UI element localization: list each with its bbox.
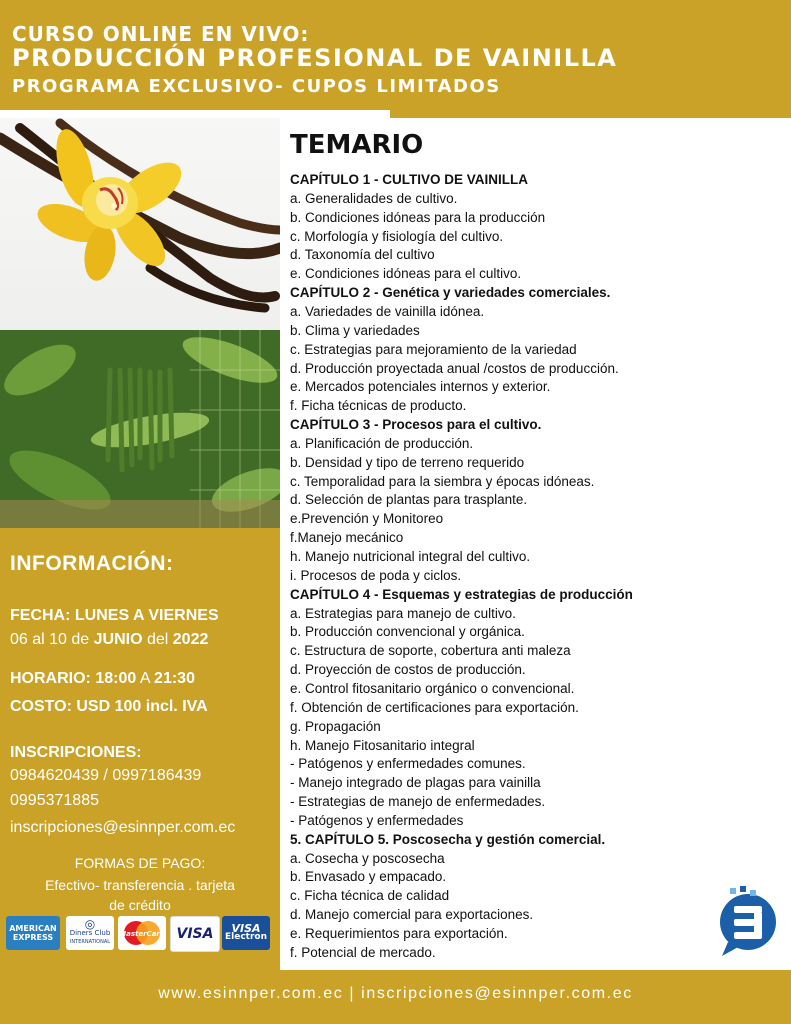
amex-label-1: AMERICAN <box>9 924 57 933</box>
mastercard-logo <box>119 918 165 948</box>
temario-item: - Patógenos y enfermedades comunes. <box>290 756 526 772</box>
visa-label: VISA <box>176 925 214 942</box>
amex-label-2: EXPRESS <box>12 933 54 942</box>
temario-item: d. Manejo comercial para exportaciones. <box>290 907 534 923</box>
temario-item: b. Producción convencional y orgánica. <box>290 624 525 640</box>
temario-item: a. Estrategias para manejo de cultivo. <box>290 605 516 621</box>
mastercard-card-icon <box>118 916 166 950</box>
header-course-title: PRODUCCIÓN PROFESIONAL DE VAINILLA <box>12 44 618 72</box>
temario-item: c. Temporalidad para la siembra y épocas idóneas. <box>290 473 595 489</box>
fecha-label: FECHA: LUNES A VIERNES <box>10 607 219 624</box>
esinnper-logo-graphic <box>716 884 780 958</box>
temario-item: f. Obtención de certificaciones para exportación. <box>290 699 579 715</box>
visa-electron-label-2: Electron <box>224 932 267 942</box>
phone-numbers[interactable]: 0984620439 / 0997186439 <box>10 767 202 784</box>
vanilla-flower-photo <box>0 118 280 330</box>
temario-item: d. Taxonomía del cultivo <box>290 247 435 263</box>
phone-number-extra[interactable]: 0995371885 <box>10 792 99 809</box>
temario-item: c. Estructura de soporte, cobertura anti maleza <box>290 643 571 659</box>
diners-symbol: ◎ <box>84 916 96 931</box>
diners-label-2: INTERNATIONAL <box>69 938 111 945</box>
temario-item: f. Potencial de mercado. <box>290 944 436 960</box>
temario-item: - Estrategias de manejo de enfermedades. <box>290 794 546 810</box>
temario-item: - Patógenos y enfermedades <box>290 812 464 828</box>
temario-item: c. Estrategias para mejoramiento de la variedad <box>290 341 577 357</box>
temario-item: d. Selección de plantas para trasplante. <box>290 492 528 508</box>
vanilla-plantation-illustration <box>0 330 280 528</box>
horario-end: 21:30 <box>154 670 195 687</box>
horario-separator: A <box>136 670 155 687</box>
temario-chapter-heading: 5. CAPÍTULO 5. Poscosecha y gestión comercial. <box>290 831 606 847</box>
payment-methods-label: FORMAS DE PAGO: <box>74 855 206 871</box>
horario-start: 18:00 <box>95 670 137 687</box>
temario-title: TEMARIO <box>290 130 424 160</box>
costo-line: COSTO: USD 100 incl. IVA <box>10 698 208 715</box>
temario-item: c. Ficha técnica de calidad <box>290 888 450 904</box>
payment-methods-line1: Efectivo- transferencia . tarjeta <box>45 877 235 893</box>
temario-item: b. Condiciones idóneas para la producción <box>290 209 546 225</box>
temario-item: d. Producción proyectada anual /costos de producción. <box>290 360 619 376</box>
info-title: INFORMACIÓN: <box>10 552 174 575</box>
horario-label: HORARIO: <box>10 670 96 687</box>
temario-item: e. Condiciones idóneas para el cultivo. <box>290 266 522 282</box>
vanilla-flower-illustration <box>0 118 280 330</box>
temario-item: g. Propagación <box>290 718 381 734</box>
amex-card-icon <box>6 916 60 950</box>
temario-chapter-heading: CAPÍTULO 2 - Genética y variedades comerciales. <box>290 285 611 301</box>
visa-electron-card-icon <box>222 916 270 950</box>
fecha-days: 06 al 10 de <box>10 631 94 648</box>
fecha-year: 2022 <box>172 631 209 648</box>
temario-item: h. Manejo Fitosanitario integral <box>290 737 475 753</box>
temario-item: f. Ficha técnicas de producto. <box>290 398 467 414</box>
temario-item: a. Variedades de vainilla idónea. <box>290 303 485 319</box>
esinnper-logo-icon <box>716 884 780 958</box>
footer-bar <box>0 970 791 1024</box>
header-banner <box>0 0 791 118</box>
header-program-note: PROGRAMA EXCLUSIVO- CUPOS LIMITADOS <box>12 76 501 97</box>
vanilla-plantation-photo <box>0 330 280 528</box>
temario-item: d. Proyección de costos de producción. <box>290 662 526 678</box>
diners-label-1: Diners Club <box>69 928 111 937</box>
visa-card-icon <box>170 916 220 952</box>
temario-item: a. Cosecha y poscosecha <box>290 850 445 866</box>
horario-line <box>10 670 195 688</box>
fecha-value <box>10 631 208 649</box>
temario-item: - Manejo integrado de plagas para vainilla <box>290 775 541 791</box>
payment-cards-row <box>6 916 274 952</box>
temario-item: i. Procesos de poda y ciclos. <box>290 567 462 583</box>
info-panel <box>0 528 280 970</box>
temario-chapter-heading: CAPÍTULO 3 - Procesos para el cultivo. <box>290 417 542 433</box>
inscripciones-label: INSCRIPCIONES: <box>10 744 142 761</box>
temario-item: a. Planificación de producción. <box>290 435 474 451</box>
temario-item: e. Mercados potenciales internos y exterior. <box>290 379 551 395</box>
header-divider <box>0 110 390 118</box>
visa-electron-label-1: VISA <box>231 922 261 935</box>
footer-contact[interactable]: www.esinnper.com.ec | inscripciones@esinnper.com.ec <box>158 985 633 1002</box>
temario-item: a. Generalidades de cultivo. <box>290 190 458 206</box>
temario-item: c. Morfología y fisiología del cultivo. <box>290 228 504 244</box>
temario-item: h. Manejo nutricional integral del cultivo. <box>290 549 531 564</box>
temario-item: b. Clima y variedades <box>290 322 420 338</box>
temario-chapter-heading: CAPÍTULO 1 - CULTIVO DE VAINILLA <box>290 172 528 187</box>
fecha-del: del <box>142 631 173 648</box>
payment-methods-line2: de crédito <box>109 897 171 913</box>
temario-item: e. Requerimientos para exportación. <box>290 926 508 941</box>
temario-item: e.Prevención y Monitoreo <box>290 511 444 527</box>
temario-item: f.Manejo mecánico <box>290 530 404 546</box>
temario-item: e. Control fitosanitario orgánico o convencional. <box>290 680 575 696</box>
email-link[interactable]: inscripciones@esinnper.com.ec <box>10 819 236 836</box>
temario-item: b. Densidad y tipo de terreno requerido <box>290 454 525 470</box>
temario-chapter-heading: CAPÍTULO 4 - Esquemas y estrategias de producción <box>290 586 633 602</box>
diners-card-icon <box>66 916 114 950</box>
temario-item: b. Envasado y empacado. <box>290 869 447 885</box>
fecha-month: JUNIO <box>93 631 143 648</box>
mastercard-label: MasterCard <box>119 930 165 938</box>
header-course-type: CURSO ONLINE EN VIVO: <box>12 22 310 46</box>
